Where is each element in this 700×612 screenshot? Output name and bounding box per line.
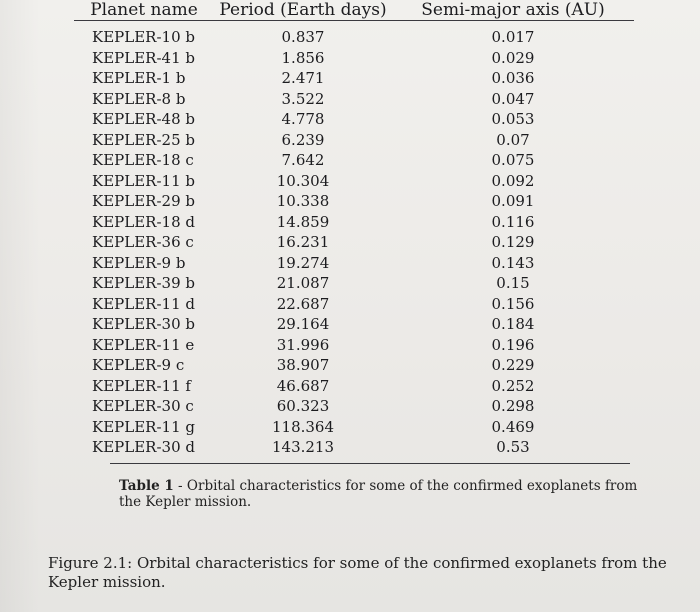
- cell-semi-major-axis: 0.229: [491, 356, 535, 374]
- table-body: [74, 21, 634, 458]
- cell-semi-major-axis: 0.017: [491, 28, 535, 46]
- page-shadow: [0, 0, 40, 612]
- table-row: [74, 417, 634, 438]
- cell-planet-name: KEPLER-30 c: [92, 397, 194, 415]
- cell-period: 4.778: [281, 110, 325, 128]
- cell-semi-major-axis: 0.252: [491, 376, 535, 395]
- table-row: [74, 191, 634, 212]
- header-period: Period (Earth days): [219, 0, 387, 20]
- table-row: [74, 171, 634, 192]
- cell-semi-major-axis: 0.143: [491, 253, 535, 272]
- table-caption-label: Table 1: [119, 478, 174, 494]
- table-row: [74, 232, 634, 253]
- cell-planet-name: KEPLER-11 e: [92, 335, 195, 354]
- cell-planet-name: KEPLER-29 b: [92, 192, 195, 210]
- cell-semi-major-axis: 0.092: [491, 171, 535, 190]
- cell-semi-major-axis: 0.029: [491, 48, 535, 67]
- cell-period: 22.687: [276, 294, 330, 313]
- cell-planet-name: KEPLER-8 b: [92, 89, 186, 108]
- cell-planet-name: KEPLER-39 b: [92, 274, 195, 292]
- cell-period: 31.996: [276, 335, 330, 354]
- cell-period: 6.239: [281, 130, 325, 149]
- cell-period: 118.364: [271, 417, 335, 436]
- cell-planet-name: KEPLER-18 c: [92, 151, 194, 169]
- cell-period: 46.687: [276, 376, 330, 395]
- cell-period: 10.338: [276, 192, 330, 210]
- table-row: [74, 314, 634, 335]
- cell-planet-name: KEPLER-41 b: [92, 48, 195, 67]
- table-row: [74, 253, 634, 274]
- cell-semi-major-axis: 0.53: [496, 438, 530, 456]
- table-caption-separator: -: [173, 478, 187, 494]
- table-row: [74, 212, 634, 233]
- header-planet-name: Planet name: [90, 0, 198, 20]
- cell-semi-major-axis: 0.053: [491, 110, 535, 128]
- table-row: [74, 335, 634, 356]
- table-row: [74, 294, 634, 315]
- cell-period: 21.087: [276, 274, 330, 292]
- cell-period: 14.859: [276, 212, 330, 231]
- cell-semi-major-axis: 0.129: [491, 233, 535, 251]
- cell-planet-name: KEPLER-25 b: [92, 130, 195, 149]
- cell-semi-major-axis: 0.15: [496, 274, 530, 292]
- cell-planet-name: KEPLER-9 b: [92, 253, 186, 272]
- cell-period: 10.304: [276, 171, 330, 190]
- figure-caption: Figure 2.1: Orbital characteristics for some of the confirmed exoplanets from the Kepler mission.: [48, 554, 667, 591]
- cell-planet-name: KEPLER-9 c: [92, 356, 185, 374]
- table-row: [74, 273, 634, 294]
- cell-semi-major-axis: 0.156: [491, 294, 535, 313]
- cell-period: 0.837: [281, 28, 325, 46]
- cell-semi-major-axis: 0.116: [491, 212, 535, 231]
- cell-period: 2.471: [281, 69, 325, 87]
- cell-period: 16.231: [276, 233, 330, 251]
- table-row: [74, 109, 634, 130]
- cell-period: 60.323: [276, 397, 330, 415]
- cell-period: 3.522: [281, 89, 325, 108]
- cell-planet-name: KEPLER-1 b: [92, 69, 186, 87]
- cell-semi-major-axis: 0.298: [491, 397, 535, 415]
- cell-planet-name: KEPLER-11 b: [92, 171, 195, 190]
- table-row: [74, 355, 634, 376]
- cell-planet-name: KEPLER-11 f: [92, 376, 191, 395]
- cell-planet-name: KEPLER-30 b: [92, 315, 195, 333]
- cell-semi-major-axis: 0.047: [491, 89, 535, 108]
- table-row: [74, 376, 634, 397]
- table-caption-text: Orbital characteristics for some of the confirmed exoplanets from the Kepler mission.: [119, 478, 638, 510]
- table-header-row: [74, 0, 634, 21]
- cell-period: 143.213: [271, 438, 335, 456]
- cell-semi-major-axis: 0.091: [491, 192, 535, 210]
- table-row: [74, 150, 634, 171]
- cell-semi-major-axis: 0.036: [491, 69, 535, 87]
- table-caption: [119, 478, 639, 510]
- cell-planet-name: KEPLER-30 d: [92, 438, 195, 456]
- cell-planet-name: KEPLER-11 d: [92, 294, 195, 313]
- cell-semi-major-axis: 0.196: [491, 335, 535, 354]
- table-row: [74, 396, 634, 417]
- cell-planet-name: KEPLER-48 b: [92, 110, 195, 128]
- table-bottom-rule: [110, 463, 630, 464]
- exoplanet-table-container: [74, 0, 634, 458]
- table-row: [74, 68, 634, 89]
- cell-planet-name: KEPLER-11 g: [92, 417, 195, 436]
- header-semi-major-axis: Semi-major axis (AU): [421, 0, 605, 20]
- cell-period: 7.642: [281, 151, 325, 169]
- cell-planet-name: KEPLER-10 b: [92, 28, 195, 46]
- cell-period: 1.856: [281, 48, 325, 67]
- table-row: [74, 48, 634, 69]
- cell-semi-major-axis: 0.07: [496, 130, 530, 149]
- table-row: [74, 21, 634, 48]
- cell-planet-name: KEPLER-18 d: [92, 212, 195, 231]
- table-row: [74, 437, 634, 458]
- cell-period: 29.164: [276, 315, 330, 333]
- cell-period: 19.274: [276, 253, 330, 272]
- table-row: [74, 89, 634, 110]
- cell-semi-major-axis: 0.184: [491, 315, 535, 333]
- cell-planet-name: KEPLER-36 c: [92, 233, 194, 251]
- table-row: [74, 130, 634, 151]
- cell-semi-major-axis: 0.469: [491, 417, 535, 436]
- cell-semi-major-axis: 0.075: [491, 151, 535, 169]
- exoplanet-table: [74, 0, 634, 458]
- cell-period: 38.907: [276, 356, 330, 374]
